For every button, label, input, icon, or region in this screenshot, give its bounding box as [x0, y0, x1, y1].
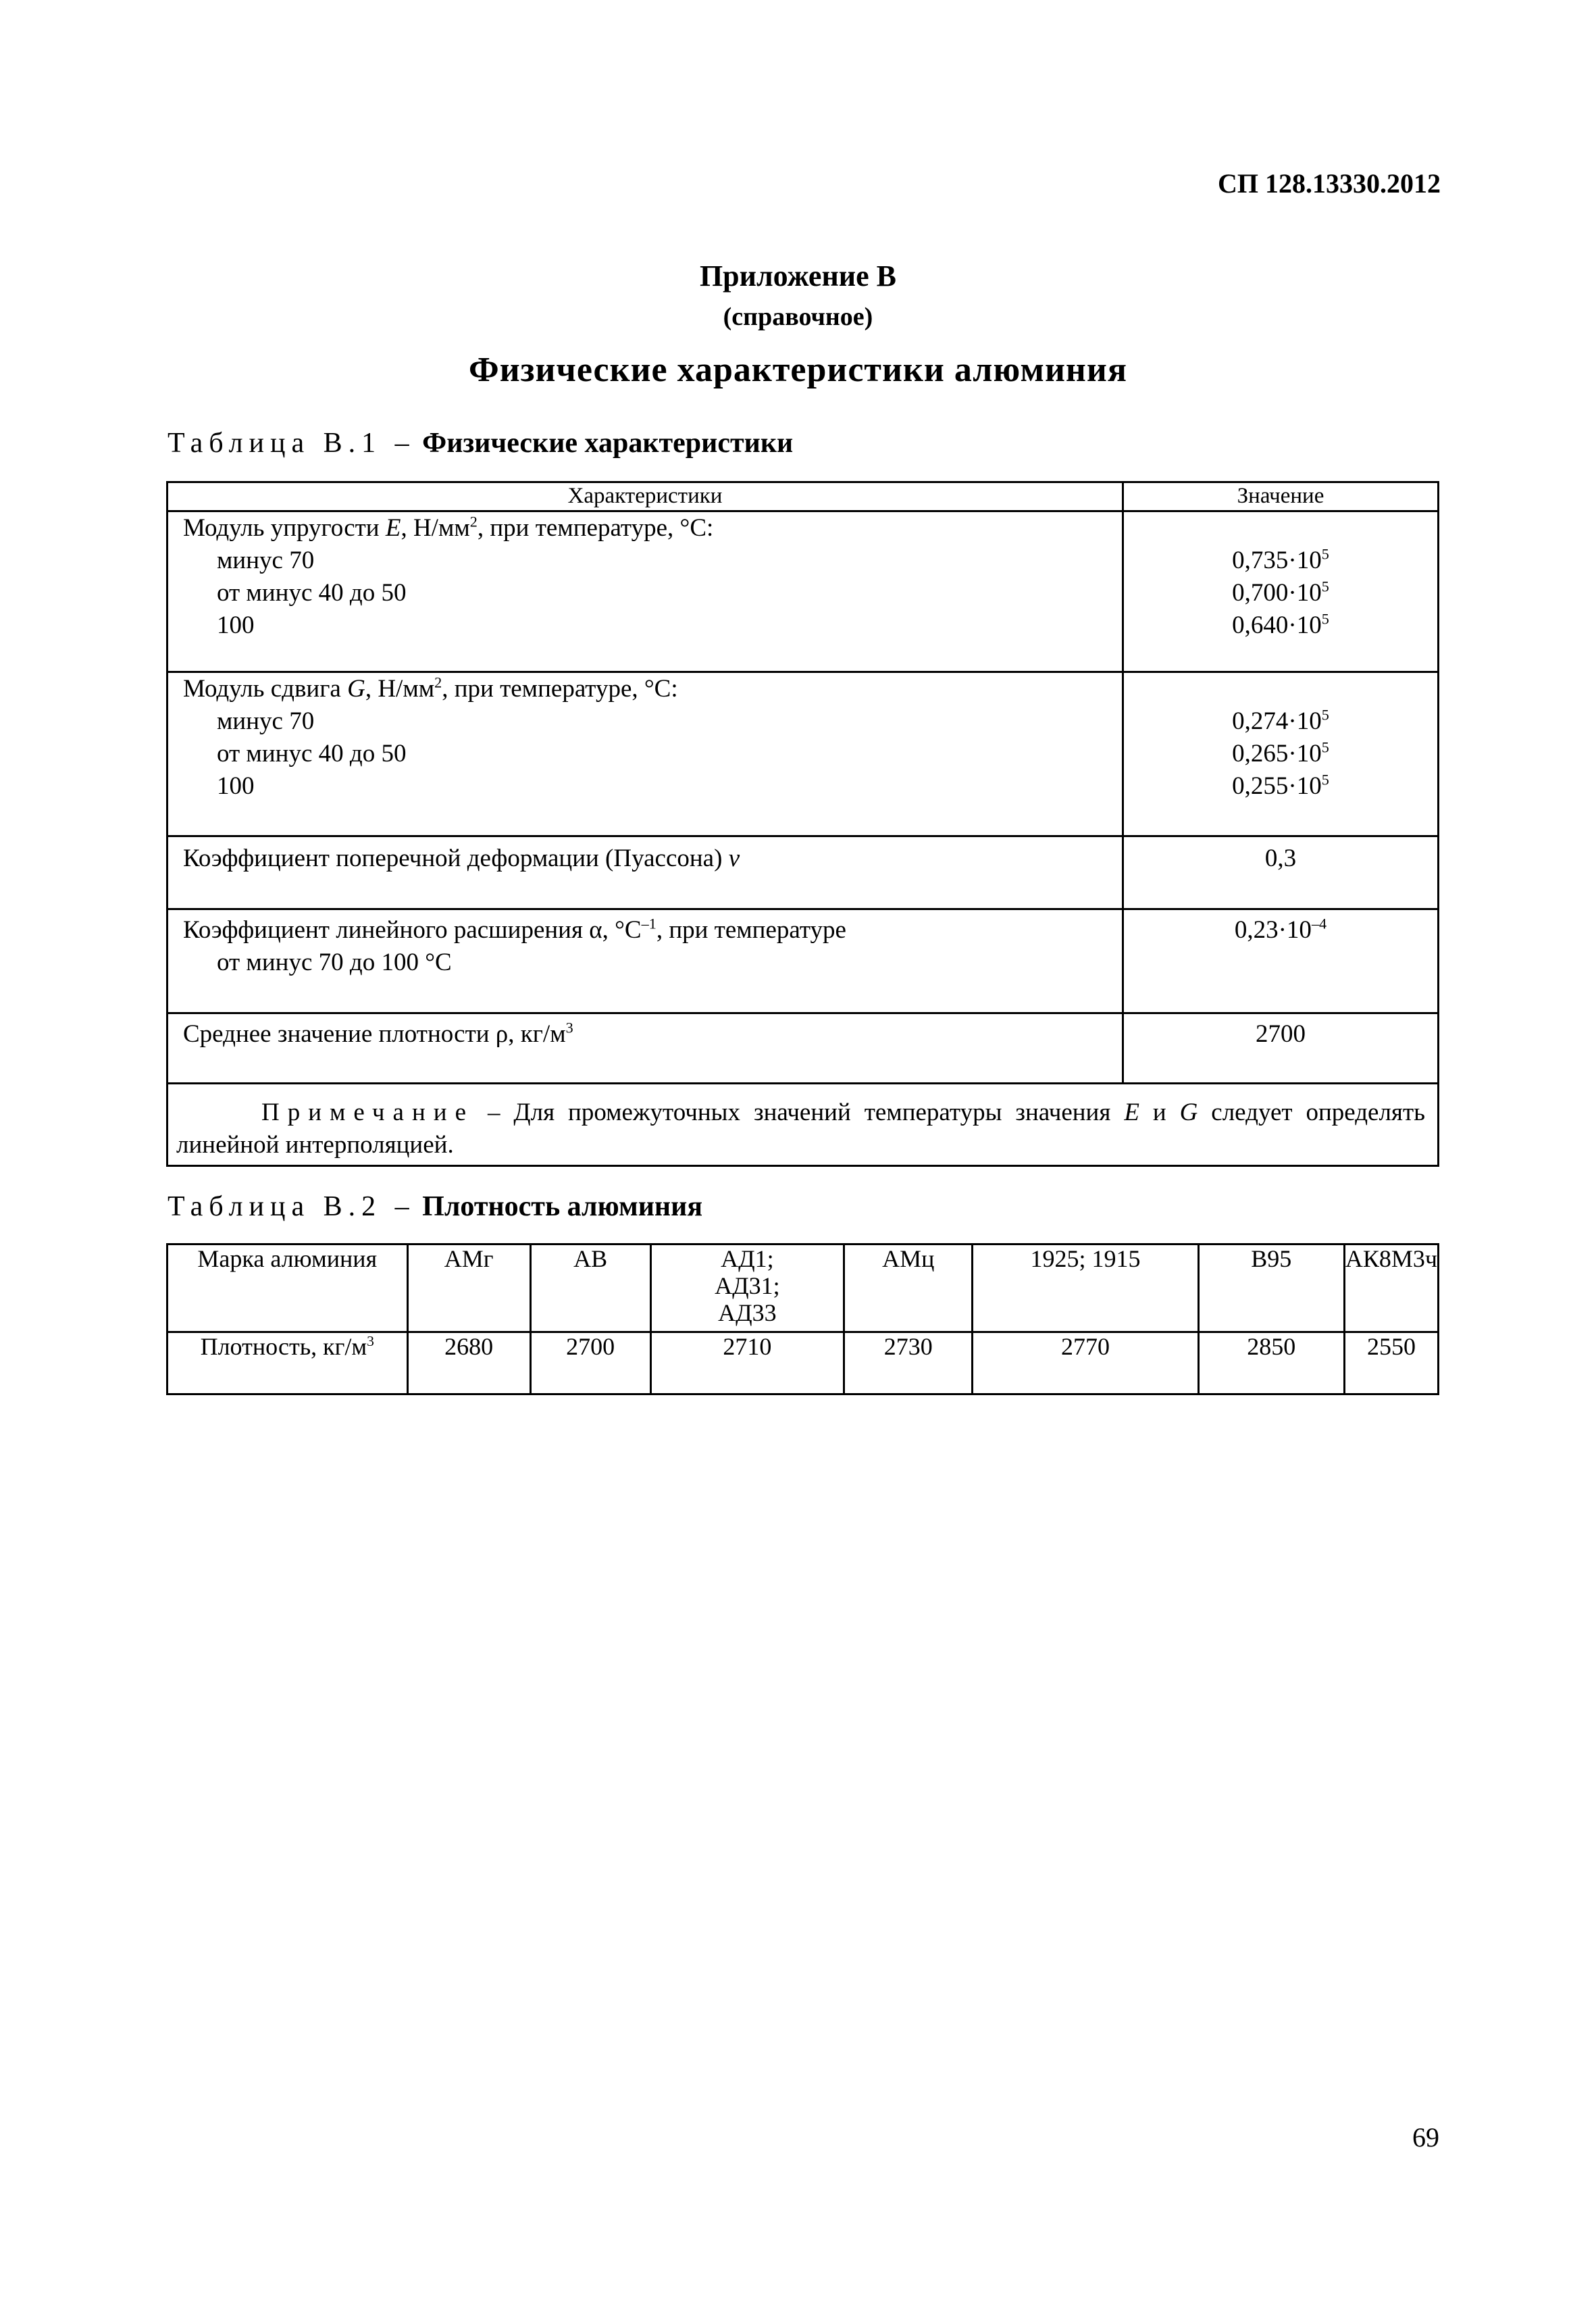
grade-cell: АМг: [407, 1244, 530, 1332]
shear-sub-minus70: минус 70: [217, 707, 315, 735]
shear-sub-range: от минус 40 до 50: [217, 740, 407, 768]
table1-caption-prefix: Таблица В.1 –: [168, 428, 415, 459]
table2-caption-prefix: Таблица В.2 –: [168, 1191, 415, 1222]
density-cell: 2850: [1198, 1332, 1344, 1394]
grade-cell: АВ: [530, 1244, 650, 1332]
grade-cell: 1925; 1915: [973, 1244, 1198, 1332]
grade-cell: АМц: [844, 1244, 973, 1332]
grade-cell: В95: [1198, 1244, 1344, 1332]
density-row-label: Плотность, $кг/м^3$: [168, 1332, 408, 1394]
col-characteristics-header: Характеристики: [168, 482, 1123, 511]
density-cell: 2700: [530, 1332, 650, 1394]
page-number: 69: [1412, 2122, 1439, 2153]
col-value-header: Значение: [1123, 482, 1439, 511]
physical-properties-table: [166, 481, 1439, 1167]
thermal-expansion-range: от минус 70 до 100 °С: [217, 949, 452, 976]
density-row: [168, 1013, 1439, 1084]
shear-sub-100: 100: [217, 772, 255, 800]
poisson-row: [168, 836, 1439, 909]
density-cell: 2550: [1344, 1332, 1438, 1394]
density-value: 2700: [1123, 1013, 1439, 1084]
table1-caption: [168, 427, 793, 459]
density-label: Среднее значение плотности ρ, $кг/м^3$: [168, 1013, 1123, 1084]
density-values-row: [168, 1332, 1439, 1394]
grade-row-label: Марка алюминия: [168, 1244, 408, 1332]
elastic-sub-range: от минус 40 до 50: [217, 579, 407, 607]
grade-row: [168, 1244, 1439, 1332]
elastic-modulus-values: $0,735\cdot 10^5$ $0,700\cdot 10^5$ $0,640\cdot 10^5$: [1123, 511, 1439, 672]
note-row: [168, 1084, 1439, 1166]
appendix-title: Приложение В: [699, 259, 897, 293]
shear-modulus-label: Модуль сдвига G, $Н/мм^2$, при температуре, °С: минус 70 от минус 40 до 50 100: [168, 672, 1123, 836]
table1-caption-title: Физические характеристики: [422, 428, 794, 459]
density-cell: 2730: [844, 1332, 973, 1394]
thermal-expansion-value: $0,23\cdot 10^{-4}$: [1123, 909, 1439, 1013]
shear-modulus-row: [168, 672, 1439, 836]
aluminium-density-table: [166, 1243, 1439, 1395]
elastic-modulus-row: [168, 511, 1439, 672]
table-note: Примечание – Для промежуточных значений температуры значения E и G следует определять линейной интерполяцией.: [168, 1084, 1439, 1166]
table-header-row: [168, 482, 1439, 511]
density-cell: 2770: [973, 1332, 1198, 1394]
elastic-modulus-label: Модуль упругости E, $Н/мм^2$, при температуре, °С: минус 70 от минус 40 до 50 100: [168, 511, 1123, 672]
page-heading: Физические характеристики алюминия: [469, 351, 1127, 389]
elastic-sub-minus70: минус 70: [217, 547, 315, 574]
note-lead: Примечание: [261, 1099, 474, 1126]
table2-caption: [168, 1190, 702, 1223]
poisson-label: Коэффициент поперечной деформации (Пуассона) ν: [168, 836, 1123, 909]
thermal-expansion-row: [168, 909, 1439, 1013]
density-cell: 2680: [407, 1332, 530, 1394]
shear-modulus-values: $0,274\cdot 10^5$ $0,265\cdot 10^5$ $0,255\cdot 10^5$: [1123, 672, 1439, 836]
density-cell: 2710: [650, 1332, 844, 1394]
grade-cell: АД1; АД31; АД33: [650, 1244, 844, 1332]
poisson-value: 0,3: [1123, 836, 1439, 909]
appendix-subtitle: (справочное): [723, 303, 873, 331]
document-code: СП 128.13330.2012: [1218, 168, 1441, 199]
elastic-sub-100: 100: [217, 611, 255, 639]
grade-cell: АК8М3ч: [1344, 1244, 1438, 1332]
thermal-expansion-label: Коэффициент линейного расширения α, $^\circ С^{-1}$, при температуре от минус 70 до 100 °С: [168, 909, 1123, 1013]
table2-caption-title: Плотность алюминия: [422, 1191, 703, 1222]
